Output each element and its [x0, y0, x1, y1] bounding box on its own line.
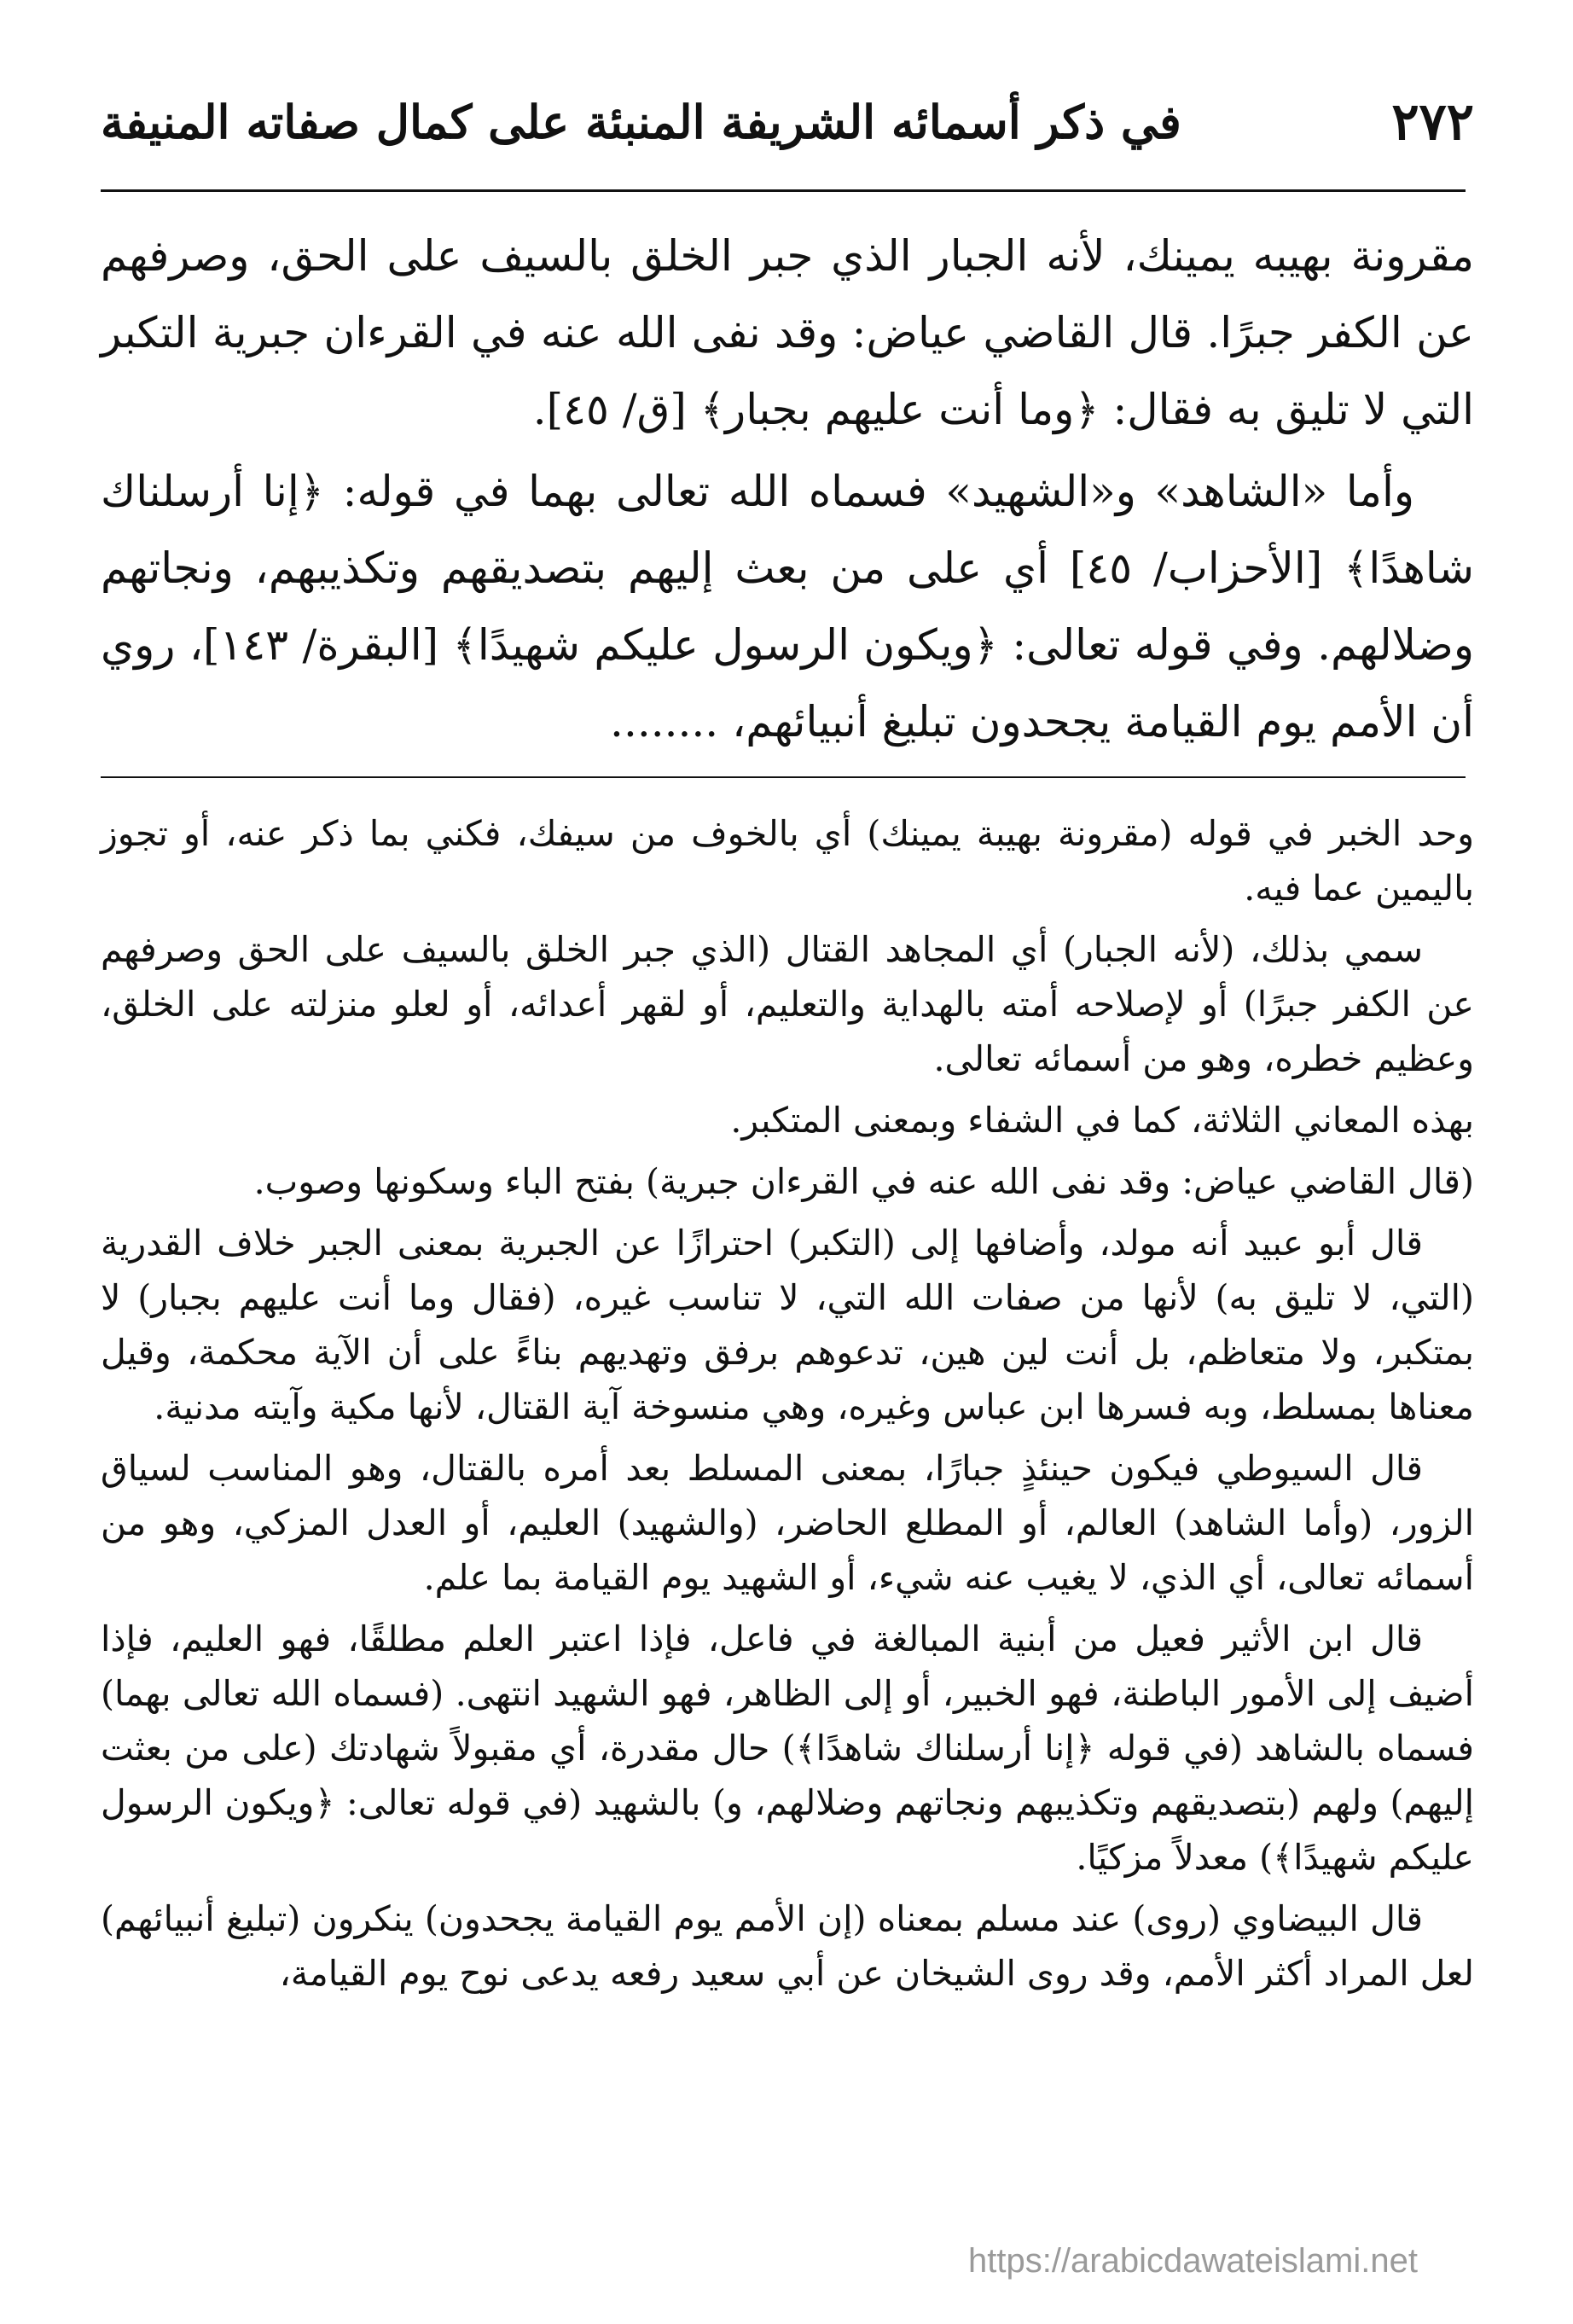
commentary-paragraph: قال ابن الأثير فعيل من أبنية المبالغة في فاعل، فإذا اعتبر العلم مطلقًا، فهو العليم، فإذا أضيف إلى الأمور الباطنة، فهو الخبير، أو إلى الظاهر، فهو الشهيد انتهى. (فسماه الله تعالى بهما) فسماه بالشاهد (في قوله ﴿إنا أرسلناك شاهدًا﴾) حال مقدرة، أي مقبولاً شهادتك (على من بعثت إليهم) ولهم (بتصديقهم وتكذيبهم ونجاتهم وضلالهم، و) بالشهيد (في قوله تعالى: ﴿ويكون الرسول عليكم شهيدًا﴾) معدلاً مزكيًا. — [101, 1618, 1474, 1878]
commentary-paragraph: بهذه المعاني الثلاثة، كما في الشفاء وبمعنى المتكبر. — [730, 1100, 1474, 1141]
watermark-url: https://arabicdawateislami.net — [968, 2242, 1418, 2280]
commentary-paragraph: (قال القاضي عياض: وقد نفى الله عنه في القرءان جبرية) بفتح الباء وسكونها وصوب. — [253, 1161, 1474, 1202]
running-title: في ذكر أسمائه الشريفة المنبئة على كمال صفاته المنيفة — [101, 95, 1181, 149]
commentary-paragraph: قال أبو عبيد أنه مولد، وأضافها إلى (التكبر) احترازًا عن الجبرية بمعنى الجبر خلاف القدرية (التي، لا تليق به) لأنها من صفات الله التي، لا تناسب غيره، (فقال وما أنت عليهم بجبار) لا بمتكبر، ولا متعاظم، بل أنت لين هين، تدعوهم برفق وتهديهم بناءً على أن الآية محكمة، وقيل معناها بمسلط، وبه فسرها ابن عباس وغيره، وهي منسوخة آية القتال، لأنها مكية وآيته مدنية. — [101, 1223, 1474, 1427]
commentary-paragraph: قال البيضاوي (روى) عند مسلم بمعناه (إن الأمم يوم القيامة يجحدون) ينكرون (تبليغ أنبيائهم) لعل المراد أكثر الأمم، وقد روى الشيخان عن أبي سعيد رفعه يدعى نوح يوم القيامة، — [101, 1898, 1474, 1994]
page-number: ٢٧٢ — [1391, 92, 1474, 152]
commentary-paragraph: سمي بذلك، (لأنه الجبار) أي المجاهد القتال (الذي جبر الخلق بالسيف على الحق وصرفهم عن الكفر جبرًا) أو لإصلاحه أمته بالهداية والتعليم، أو لقهر أعدائه، أو لعلو منزلته على الخلق، وعظيم خطره، وهو من أسمائه تعالى. — [101, 929, 1474, 1079]
commentary-paragraph: وحد الخبر في قوله (مقرونة بهيبة يمينك) أي بالخوف من سيفك، فكني بما ذكر عنه، أو تجوز باليمين عما فيه. — [101, 813, 1474, 909]
page-header — [101, 90, 1474, 166]
commentary-paragraph: قال السيوطي فيكون حينئذٍ جبارًا، بمعنى المسلط بعد أمره بالقتال، وهو المناسب لسياق الزور، (وأما الشاهد) العالم، أو المطلع الحاضر، (والشهيد) العليم، أو العدل المزكي، وهو من أسمائه تعالى، أي الذي، لا يغيب عنه شيء، أو الشهيد يوم القيامة بما علم. — [101, 1448, 1474, 1598]
main-paragraph: وأما «الشاهد» و«الشهيد» فسماه الله تعالى بهما في قوله: ﴿إنا أرسلناك شاهدًا﴾ [الأحزاب/ ٤٥] أي على من بعث إليهم بتصديقهم وتكذيبهم، ونجاتهم وضلالهم. وفي قوله تعالى: ﴿ويكون الرسول عليكم شهيدًا﴾ [البقرة/ ١٤٣]، روي أن الأمم يوم القيامة يجحدون تبليغ أنبيائهم، ........ — [101, 467, 1475, 747]
main-text — [101, 218, 1474, 765]
header-rule — [101, 189, 1466, 192]
commentary-divider — [101, 776, 1466, 778]
main-paragraph: مقرونة بهيبه يمينك، لأنه الجبار الذي جبر الخلق بالسيف على الحق، وصرفهم عن الكفر جبرًا. قال القاضي عياض: وقد نفى الله عنه في القرءان جبرية التكبر التي لا تليق به فقال: ﴿وما أنت عليهم بجبار﴾ [ق/ ٤٥]. — [101, 231, 1474, 434]
commentary-text — [101, 806, 1474, 2007]
